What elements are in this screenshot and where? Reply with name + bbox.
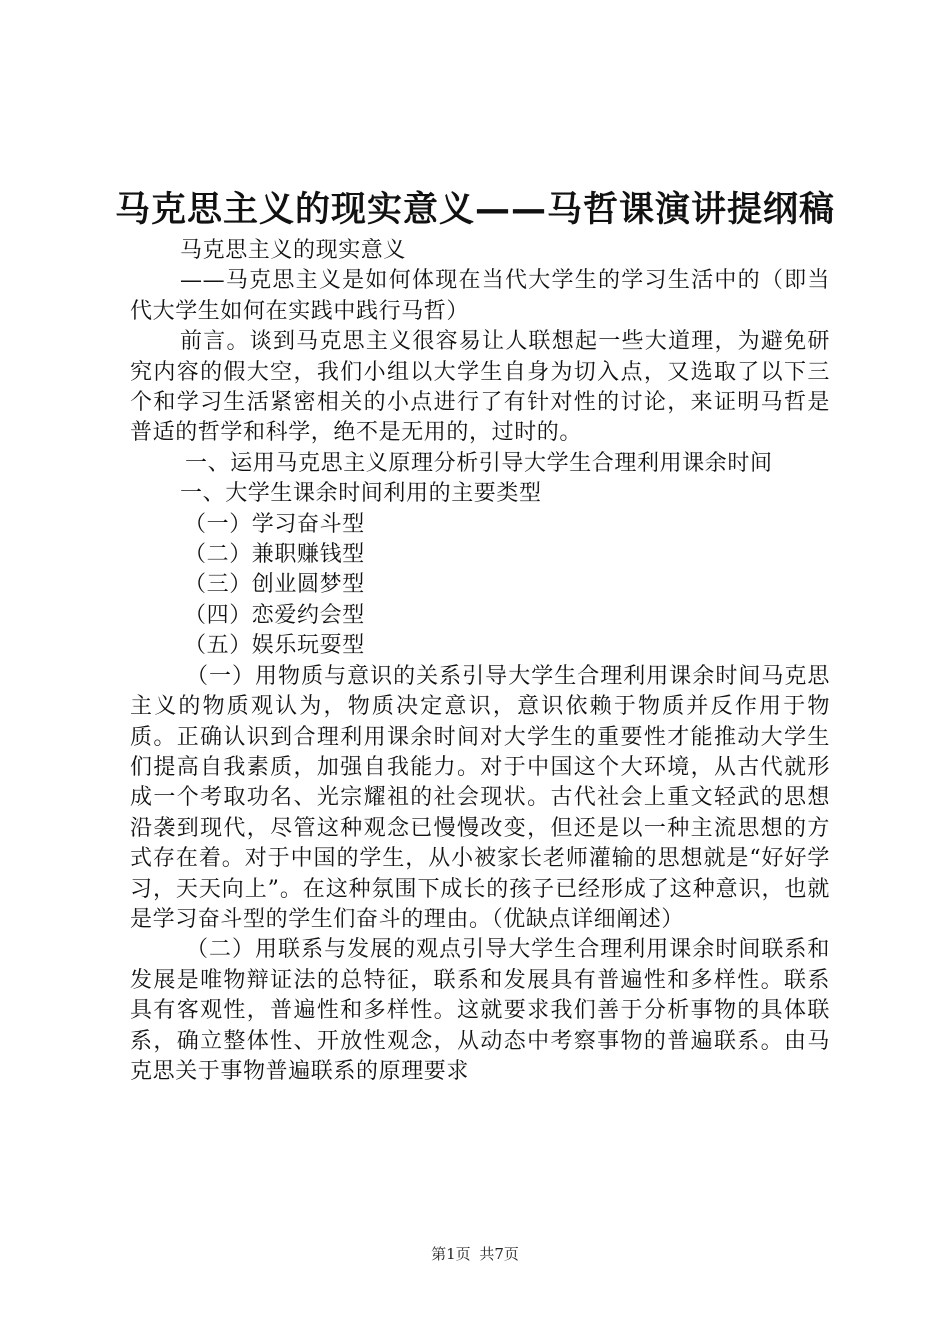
- list-item: （五）娱乐玩耍型: [184, 633, 365, 659]
- paragraph-subtitle: 马克思主义的现实意义: [180, 238, 407, 263]
- page-footer: 第1页 共7页: [431, 1245, 519, 1263]
- paragraph-preface: 前言。谈到马克思主义很容易让人联想起一些大道理，为避免研究内容的假大空，我们小组以大学生自身为切入点，又选取了以下三个和学习生活紧密相关的小点进行了有针对性的讨论，来证明马哲是普适的哲学和科学，绝不是无用的，过时的。: [130, 329, 830, 446]
- list-item: （四）恋爱约会型: [184, 602, 365, 628]
- subsection-heading: 一、大学生课余时间利用的主要类型: [180, 481, 542, 507]
- list-item: （三）创业圆梦型: [184, 572, 365, 598]
- document-body: [130, 236, 830, 1087]
- paragraph-material-consciousness: （一）用物质与意识的关系引导大学生合理利用课余时间马克思主义的物质观认为，物质决定意识，意识依赖于物质并反作用于物质。正确认识到合理利用课余时间对大学生的重要性才能推动大学生们提高自我素质，加强自我能力。对于中国这个大环境，从古代就形成一个考取功名、光宗耀祖的社会现状。古代社会上重文轻武的思想沿袭到现代，尽管这种观念已慢慢改变，但还是以一种主流思想的方式存在着。对于中国的学生，从小被家长老师灌输的思想就是“好好学习，天天向上”。在这种氛围下成长的孩子已经形成了这种意识，也就是学习奋斗型的学生们奋斗的理由。（优缺点详细阐述）: [130, 663, 830, 932]
- document-title: 马克思主义的现实意义——马哲课演讲提纲稿: [114, 190, 835, 230]
- list-item: （二）兼职赚钱型: [184, 542, 365, 568]
- list-item: （一）学习奋斗型: [184, 511, 365, 537]
- section-heading: 一、运用马克思主义原理分析引导大学生合理利用课余时间: [185, 450, 773, 476]
- paragraph-subheading: ——马克思主义是如何体现在当代大学生的学习生活中的（即当代大学生如何在实践中践行马哲）: [130, 268, 830, 324]
- paragraph-connection-development: （二）用联系与发展的观点引导大学生合理利用课余时间联系和发展是唯物辩证法的总特征，联系和发展具有普遍性和多样性。联系具有客观性，普遍性和多样性。这就要求我们善于分析事物的具体联系，确立整体性、开放性观念，从动态中考察事物的普遍联系。由马克思关于事物普遍联系的原理要求: [130, 937, 830, 1084]
